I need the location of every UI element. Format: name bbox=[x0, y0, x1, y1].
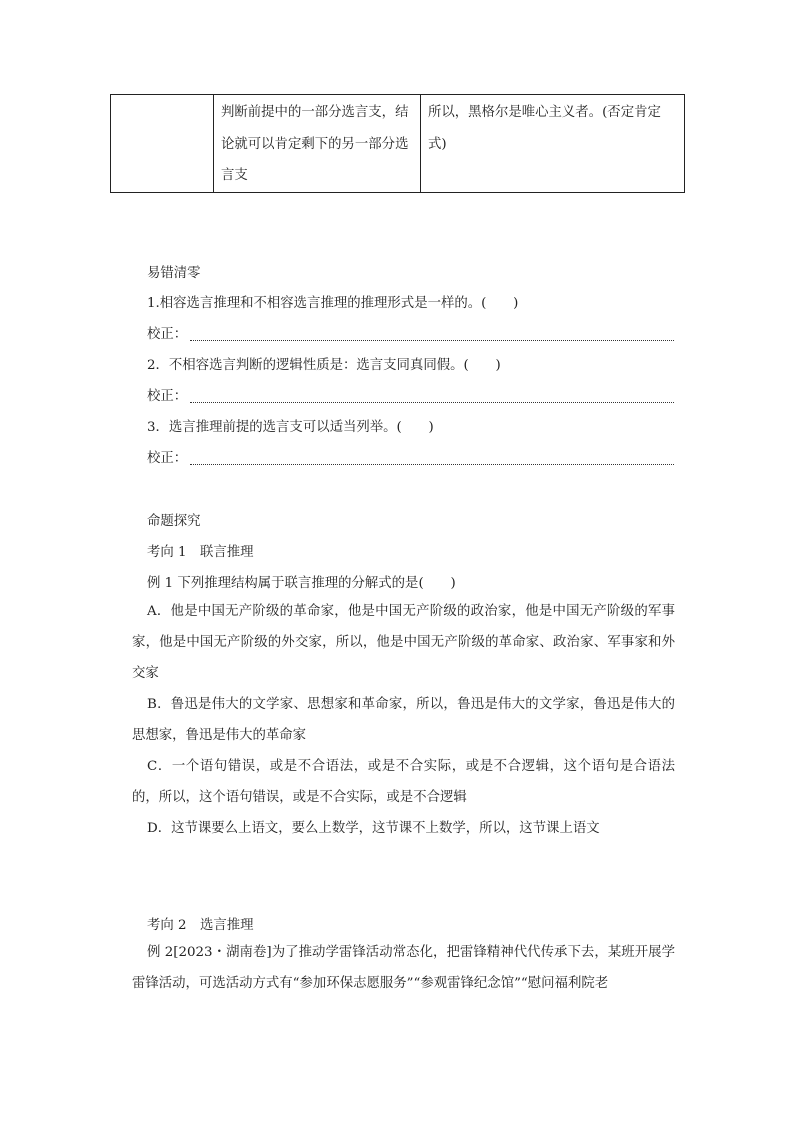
answer-blank bbox=[190, 328, 674, 341]
answer-blank bbox=[190, 452, 674, 465]
table-cell-example: 所以，黑格尔是唯心主义者。(否定肯定式) bbox=[421, 95, 685, 193]
correction-line-1 bbox=[147, 323, 674, 342]
q1-option-a: A．他是中国无产阶级的革命家，他是中国无产阶级的政治家，他是中国无产阶级的军事家，他是中国无产阶级的外交家，所以，他是中国无产阶级的革命家、政治家、军事家和外交家 bbox=[132, 604, 675, 681]
q2-stem: 例 2[2023・湖南卷]为了推动学雷锋活动常态化，把雷锋精神代代传承下去，某班开展学雷锋活动，可选活动方式有“参加环保志愿服务”“参观雷锋纪念馆”“慰问福利院老 bbox=[132, 945, 675, 991]
correction-line-2 bbox=[147, 385, 674, 404]
rule-table bbox=[110, 94, 685, 193]
error-item-1: 1.相容选言推理和不相容选言推理的推理形式是一样的。( ) bbox=[147, 296, 519, 311]
answer-blank bbox=[190, 390, 674, 403]
table-cell-rule: 判断前提中的一部分选言支，结论就可以肯定剩下的另一部分选言支 bbox=[214, 95, 421, 193]
explore-heading: 命题探究 bbox=[147, 514, 201, 529]
q1-stem: 例 1 下列推理结构属于联言推理的分解式的是( ) bbox=[147, 576, 456, 591]
correction-label: 校正： bbox=[147, 451, 188, 466]
q2-title: 考向 2 选言推理 bbox=[147, 918, 254, 933]
q1-option-d: D．这节课要么上语文，要么上数学，这节课不上数学，所以，这节课上语文 bbox=[147, 821, 600, 836]
error-item-3: 3．选言推理前提的选言支可以适当列举。( ) bbox=[147, 420, 434, 435]
errors-heading: 易错清零 bbox=[147, 266, 201, 281]
correction-label: 校正： bbox=[147, 327, 188, 342]
q1-option-b: B．鲁迅是伟大的文学家、思想家和革命家，所以，鲁迅是伟大的文学家，鲁迅是伟大的思想家，鲁迅是伟大的革命家 bbox=[132, 697, 675, 743]
correction-line-3 bbox=[147, 447, 674, 466]
q1-title: 考向 1 联言推理 bbox=[147, 545, 254, 560]
correction-label: 校正： bbox=[147, 389, 188, 404]
q1-option-c: C．一个语句错误，或是不合语法，或是不合实际，或是不合逻辑，这个语句是合语法的，所以，这个语句错误，或是不合实际，或是不合逻辑 bbox=[132, 759, 675, 805]
error-item-2: 2．不相容选言判断的逻辑性质是：选言支同真同假。( ) bbox=[147, 358, 501, 373]
table-cell-empty bbox=[111, 95, 214, 193]
table-row bbox=[111, 95, 685, 193]
